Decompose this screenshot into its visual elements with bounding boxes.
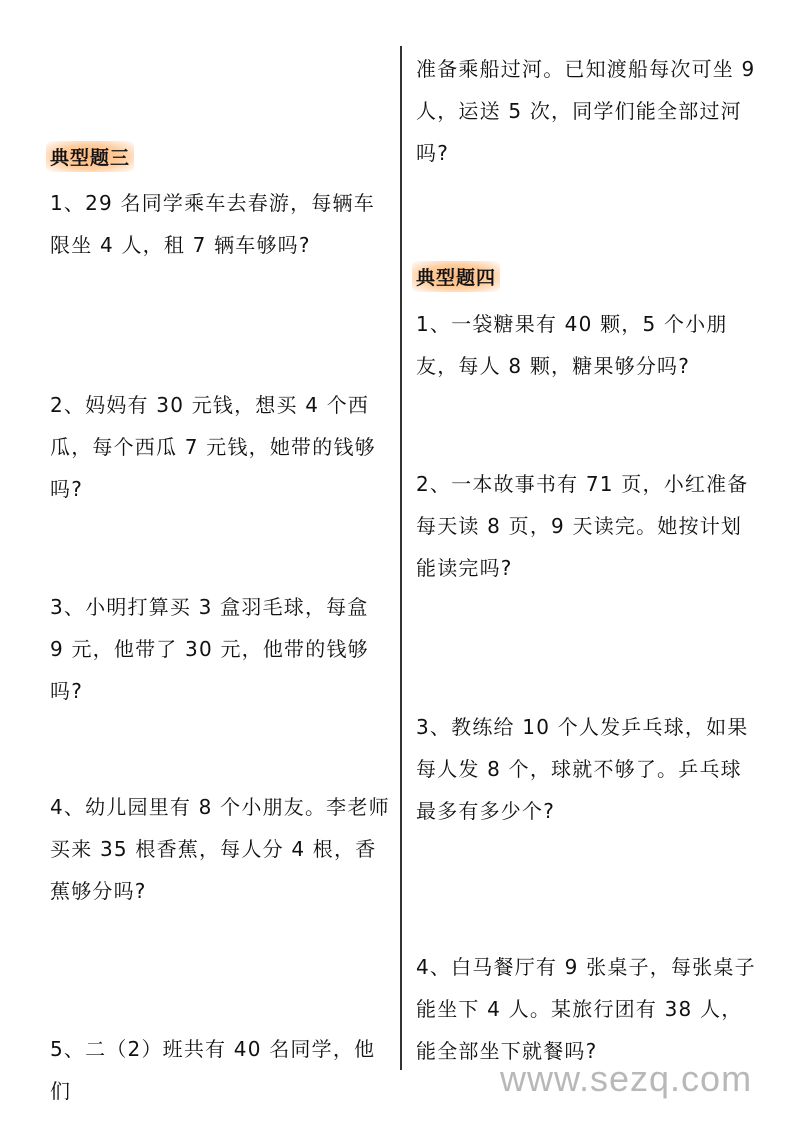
problem-3-4: 4、幼儿园里有 8 个小朋友。李老师买来 35 根香蕉，每人分 4 根，香蕉够分吗? — [50, 795, 390, 903]
problem-3-1: 1、29 名同学乘车去春游，每辆车限坐 4 人，租 7 辆车够吗? — [50, 191, 375, 257]
problem-4-2: 2、一本故事书有 71 页，小红准备每天读 8 页，9 天读完。她按计划能读完吗? — [416, 472, 749, 580]
watermark: www.sezq.com — [500, 1058, 753, 1099]
section-heading-4: 典型题四 — [412, 261, 500, 292]
problem-4-4: 4、白马餐厅有 9 张桌子，每张桌子能坐下 4 人。某旅行团有 38 人，能全部坐下就餐吗? — [416, 955, 756, 1063]
problem-3-2: 2、妈妈有 30 元钱，想买 4 个西瓜，每个西瓜 7 元钱，她带的钱够吗? — [50, 393, 376, 501]
problem-3-5: 5、二（2）班共有 40 名同学，他们 — [50, 1037, 376, 1103]
column-divider — [400, 46, 402, 1070]
problem-3-3: 3、小明打算买 3 盒羽毛球，每盒 9 元，他带了 30 元，他带的钱够吗? — [50, 595, 369, 703]
problem-3-5-continuation: 准备乘船过河。已知渡船每次可坐 9 人，运送 5 次，同学们能全部过河吗? — [416, 57, 756, 165]
problem-4-1: 1、一袋糖果有 40 颗，5 个小朋友，每人 8 颗，糖果够分吗? — [416, 312, 728, 378]
section-heading-3: 典型题三 — [46, 141, 134, 172]
problem-4-3: 3、教练给 10 个人发乒乓球，如果每人发 8 个，球就不够了。乒乓球最多有多少个? — [416, 715, 749, 823]
